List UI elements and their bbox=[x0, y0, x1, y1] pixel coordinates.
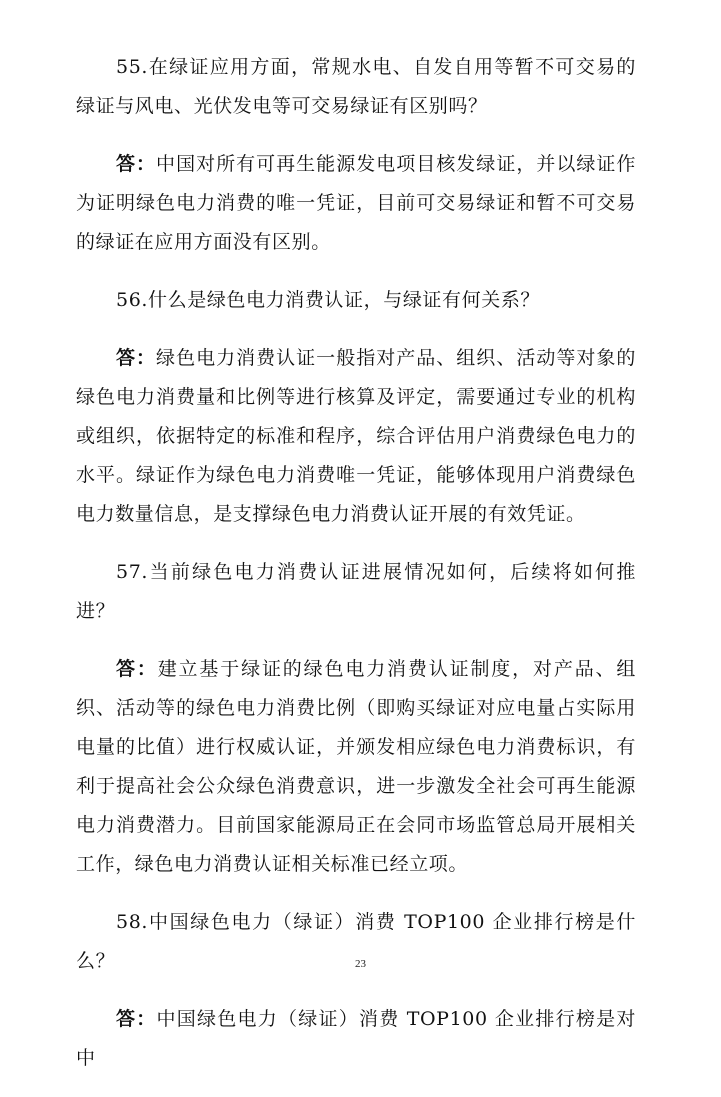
question-56: 56.什么是绿色电力消费认证，与绿证有何关系？ bbox=[116, 289, 541, 311]
answer-text: 建立基于绿证的绿色电力消费认证制度，对产品、组织、活动等的绿色电力消费比例（即购买绿证对应电量占实际用电量的比值）进行权威认证，并颁发相应绿色电力消费标识，有利于提高社会公众绿色消费意识，进一步激发全社会可再生能源电力消费潜力。目前国家能源局正在会同市场监管总局开展相关工作，绿色电力消费认证相关标准已经立项。 bbox=[76, 658, 636, 875]
question-55: 55.在绿证应用方面，常规水电、自发自用等暂不可交易的绿证与风电、光伏发电等可交易绿证有区别吗？ bbox=[76, 56, 636, 117]
answer-56 bbox=[76, 339, 636, 534]
page-number: 23 bbox=[355, 958, 366, 970]
answer-text: 绿色电力消费认证一般指对产品、组织、活动等对象的绿色电力消费量和比例等进行核算及评定，需要通过专业的机构或组织，依据特定的标准和程序，综合评估用户消费绿色电力的水平。绿证作为绿色电力消费唯一凭证，能够体现用户消费绿色电力数量信息，是支撑绿色电力消费认证开展的有效凭证。 bbox=[76, 347, 637, 525]
question-58: 58.中国绿色电力（绿证）消费 TOP100 企业排行榜是什么？ bbox=[76, 911, 636, 972]
document-body bbox=[76, 48, 636, 1097]
answer-label: 答： bbox=[116, 658, 158, 680]
answer-label: 答： bbox=[116, 153, 157, 175]
question-57: 57.当前绿色电力消费认证进展情况如何，后续将如何推进？ bbox=[76, 561, 636, 622]
answer-55 bbox=[76, 145, 636, 262]
answer-text: 中国对所有可再生能源发电项目核发绿证，并以绿证作为证明绿色电力消费的唯一凭证，目前可交易绿证和暂不可交易的绿证在应用方面没有区别。 bbox=[76, 153, 637, 253]
answer-label: 答： bbox=[116, 347, 157, 369]
answer-57 bbox=[76, 650, 636, 884]
answer-label: 答： bbox=[116, 1008, 157, 1030]
answer-58 bbox=[76, 1000, 636, 1078]
answer-text: 中国绿色电力（绿证）消费 TOP100 企业排行榜是对中 bbox=[76, 1008, 636, 1069]
